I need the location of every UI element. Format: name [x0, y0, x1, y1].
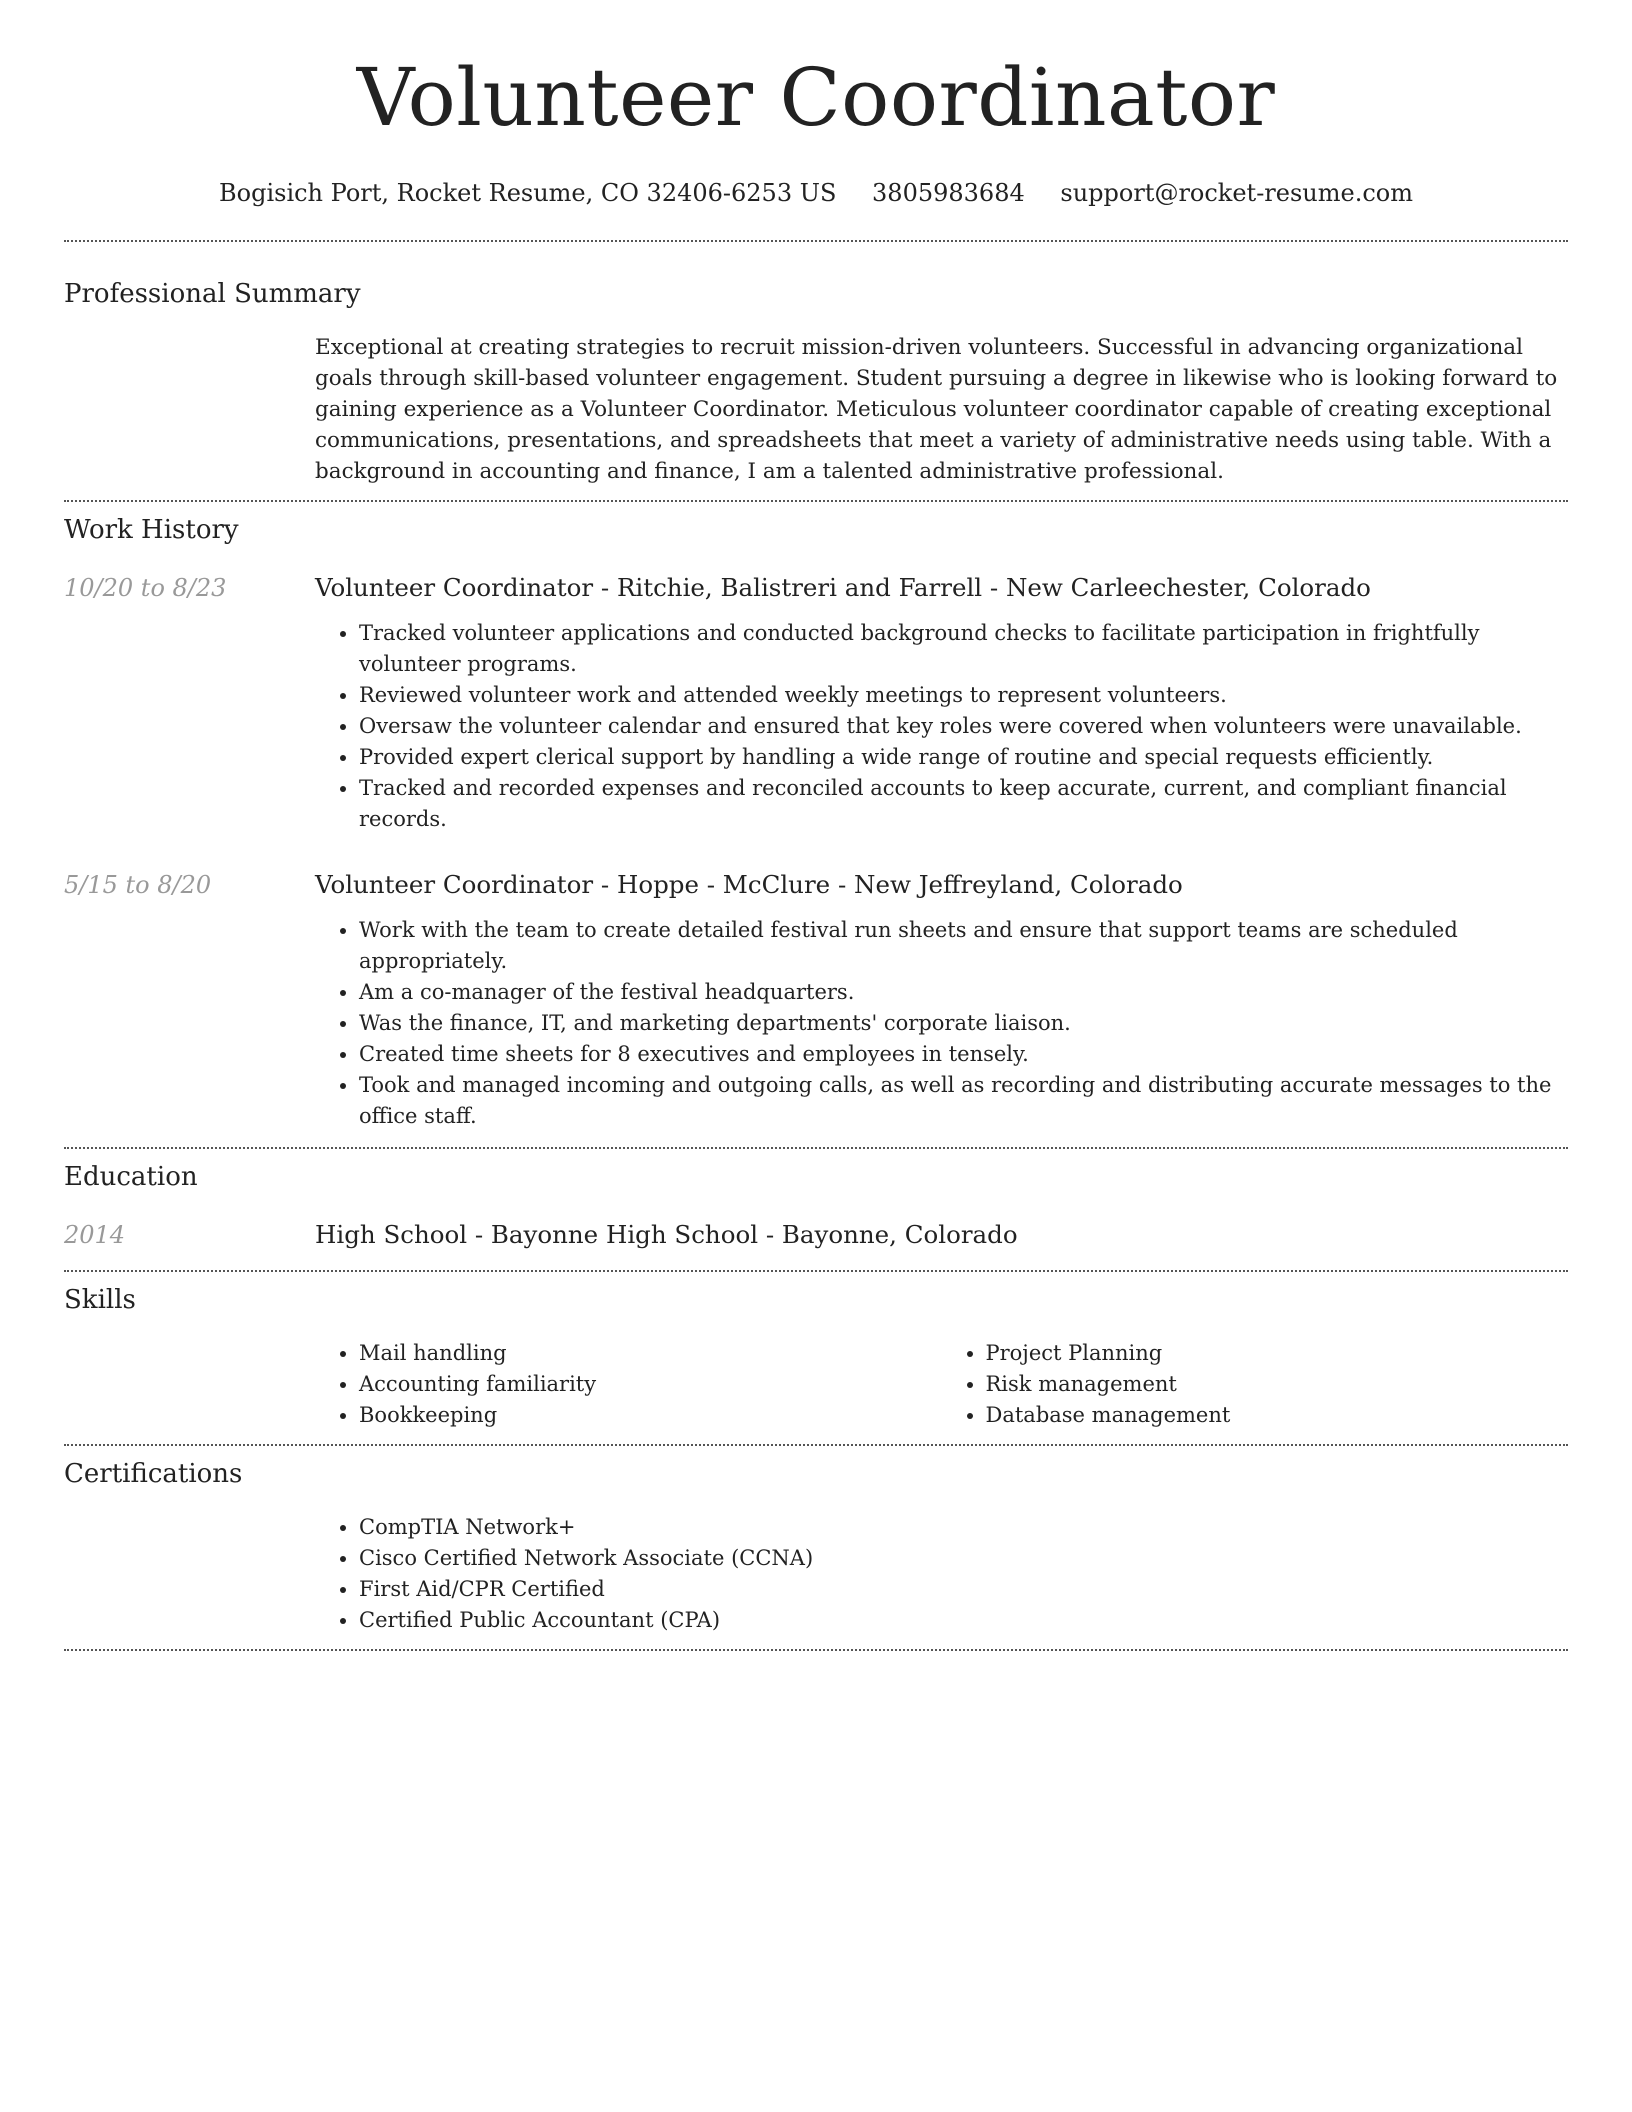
job-entry — [64, 869, 1568, 1132]
job-title: Volunteer Coordinator - Ritchie, Balistreri and Farrell - New Carleechester, Colorado — [315, 573, 1371, 602]
section-divider — [64, 1270, 1568, 1272]
education-text: High School - Bayonne High School - Bayonne, Colorado — [315, 1220, 1018, 1249]
section-title-skills: Skills — [64, 1285, 136, 1315]
education-section — [64, 1161, 1568, 1251]
list-item: • Accounting familiarity — [359, 1369, 942, 1400]
summary-text: Exceptional at creating strategies to recruit mission-driven volunteers. Successful in advancing organizational goals through skill-based volunteer engagement. Student pursuing a degree in likewise who is looking forward to gaining experience as a Volunteer Coordinator. Meticulous volunteer coordinator capable of creating exceptional communications, presentations, and spreadsheets that meet a variety of administrative needs using table. With a background in accounting and finance, I am a talented administrative professional. — [315, 335, 1558, 484]
job-dates: 5/15 to 8/20 — [64, 871, 212, 899]
list-item: • Took and managed incoming and outgoing calls, as well as recording and distributing accurate messages to the office staff. — [359, 1070, 1568, 1132]
skills-list-right — [942, 1338, 1569, 1431]
job-title: Volunteer Coordinator - Hoppe - McClure - New Jeffreyland, Colorado — [315, 870, 1183, 899]
summary-spacer — [64, 332, 315, 487]
list-item: • Certified Public Accountant (CPA) — [359, 1605, 1568, 1636]
list-item: • Was the finance, IT, and marketing departments' corporate liaison. — [359, 1008, 1568, 1039]
education-entry — [64, 1219, 1568, 1251]
section-divider — [64, 1649, 1568, 1651]
section-divider — [64, 1147, 1568, 1149]
section-title-certifications: Certifications — [64, 1459, 243, 1489]
list-item: • Tracked and recorded expenses and reconciled accounts to keep accurate, current, and compliant financial records. — [359, 773, 1568, 835]
certifications-section — [64, 1458, 1568, 1636]
list-item: • Work with the team to create detailed festival run sheets and ensure that support teams are scheduled appropriately. — [359, 915, 1568, 977]
list-item: • Project Planning — [986, 1338, 1569, 1369]
job-bullets — [315, 618, 1568, 835]
contact-phone: 3805983684 — [872, 179, 1025, 207]
list-item: • First Aid/CPR Certified — [359, 1574, 1568, 1605]
job-entry — [64, 572, 1568, 835]
list-item: • Mail handling — [359, 1338, 942, 1369]
section-title-work: Work History — [64, 515, 239, 545]
list-item: • Created time sheets for 8 executives and employees in tensely. — [359, 1039, 1568, 1070]
contact-email: support@rocket-resume.com — [1060, 179, 1413, 207]
section-title-education: Education — [64, 1162, 198, 1192]
section-title-summary: Professional Summary — [64, 279, 361, 309]
list-item: • Reviewed volunteer work and attended weekly meetings to represent volunteers. — [359, 680, 1568, 711]
list-item: • Bookkeeping — [359, 1400, 942, 1431]
job-bullets — [315, 915, 1568, 1132]
certifications-list — [315, 1512, 1568, 1636]
candidate-name: Volunteer Coordinator — [356, 51, 1276, 144]
professional-summary-section — [64, 278, 1568, 487]
list-item: • Risk management — [986, 1369, 1569, 1400]
skills-list-left — [315, 1338, 942, 1431]
resume-page — [64, 0, 1568, 1651]
section-divider — [64, 1444, 1568, 1446]
list-item: • Am a co-manager of the festival headquarters. — [359, 977, 1568, 1008]
list-item: • Provided expert clerical support by handling a wide range of routine and special requests efficiently. — [359, 742, 1568, 773]
list-item: • Database management — [986, 1400, 1569, 1431]
education-year: 2014 — [64, 1221, 126, 1249]
contact-line — [64, 178, 1568, 208]
list-item: • Cisco Certified Network Associate (CCNA) — [359, 1543, 1568, 1574]
job-dates: 10/20 to 8/23 — [64, 574, 227, 602]
skills-section — [64, 1284, 1568, 1431]
list-item: • Tracked volunteer applications and conducted background checks to facilitate participation in frightfully volunteer programs. — [359, 618, 1568, 680]
section-divider — [64, 500, 1568, 502]
list-item: • Oversaw the volunteer calendar and ensured that key roles were covered when volunteers were unavailable. — [359, 711, 1568, 742]
work-history-section — [64, 514, 1568, 1132]
contact-address: Bogisich Port, Rocket Resume, CO 32406-6253 US — [219, 179, 837, 207]
list-item: • CompTIA Network+ — [359, 1512, 1568, 1543]
section-divider — [64, 240, 1568, 242]
